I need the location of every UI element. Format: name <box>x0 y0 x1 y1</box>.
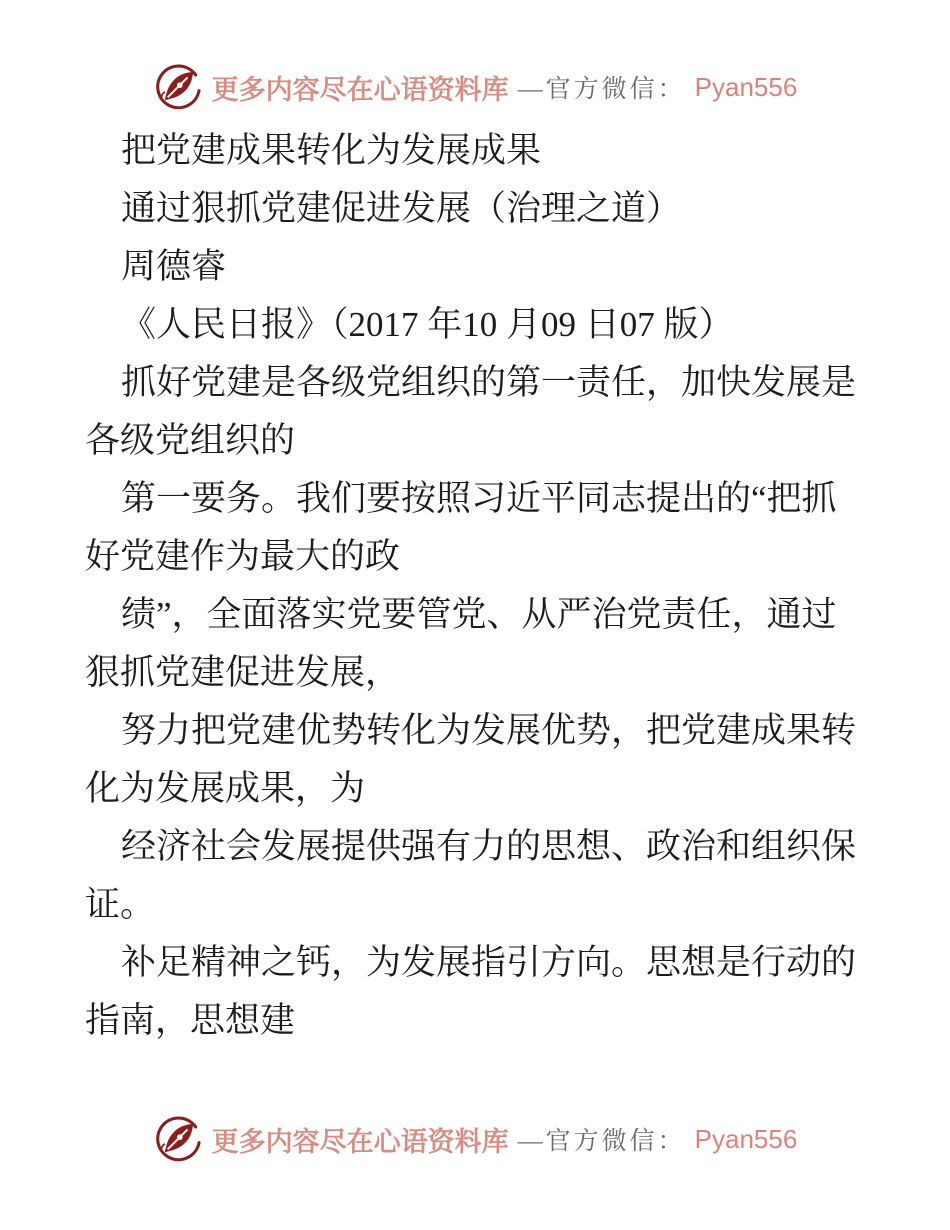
body-line: 经济社会发展提供强有力的思想、政治和组织保 <box>121 827 857 866</box>
body-line: 指南，思想建 <box>85 1001 296 1040</box>
source-line: 《人民日报》（2017 年10 月09 日07 版） <box>121 305 734 344</box>
header-banner <box>0 60 950 114</box>
article-body <box>0 122 950 1050</box>
body-line: 努力把党建优势转化为发展优势，把党建成果转 <box>121 711 857 750</box>
banner-brand-text: 更多内容尽在心语资料库 <box>211 74 509 105</box>
body-line: 补足精神之钙，为发展指引方向。思想是行动的 <box>121 943 857 982</box>
body-line: 化为发展成果，为 <box>85 769 366 808</box>
body-line: 第一要务。我们要按照习近平同志提出的“把抓 <box>121 479 837 518</box>
footer-banner <box>0 1112 950 1166</box>
body-line: 证。 <box>85 885 156 924</box>
banner-wechat-id: Pyan556 <box>694 1123 798 1154</box>
banner-brand-text: 更多内容尽在心语资料库 <box>211 1126 509 1157</box>
body-line: 好党建作为最大的政 <box>85 537 401 576</box>
pen-logo-icon <box>153 62 203 112</box>
pen-logo-icon <box>153 1114 203 1164</box>
author-line: 周德睿 <box>121 247 227 286</box>
body-line: 抓好党建是各级党组织的第一责任，加快发展是 <box>121 363 857 402</box>
banner-wechat-id: Pyan556 <box>694 71 798 102</box>
title-line: 通过狠抓党建促进发展（治理之道） <box>121 189 682 228</box>
banner-wechat-label: —官方微信： <box>517 76 686 103</box>
body-line: 各级党组织的 <box>85 421 296 460</box>
banner-wechat-label: —官方微信： <box>517 1128 686 1155</box>
body-line: 狠抓党建促进发展， <box>85 653 401 692</box>
body-line: 绩”，全面落实党要管党、从严治党责任，通过 <box>121 595 837 634</box>
title-line: 把党建成果转化为发展成果 <box>121 131 542 170</box>
